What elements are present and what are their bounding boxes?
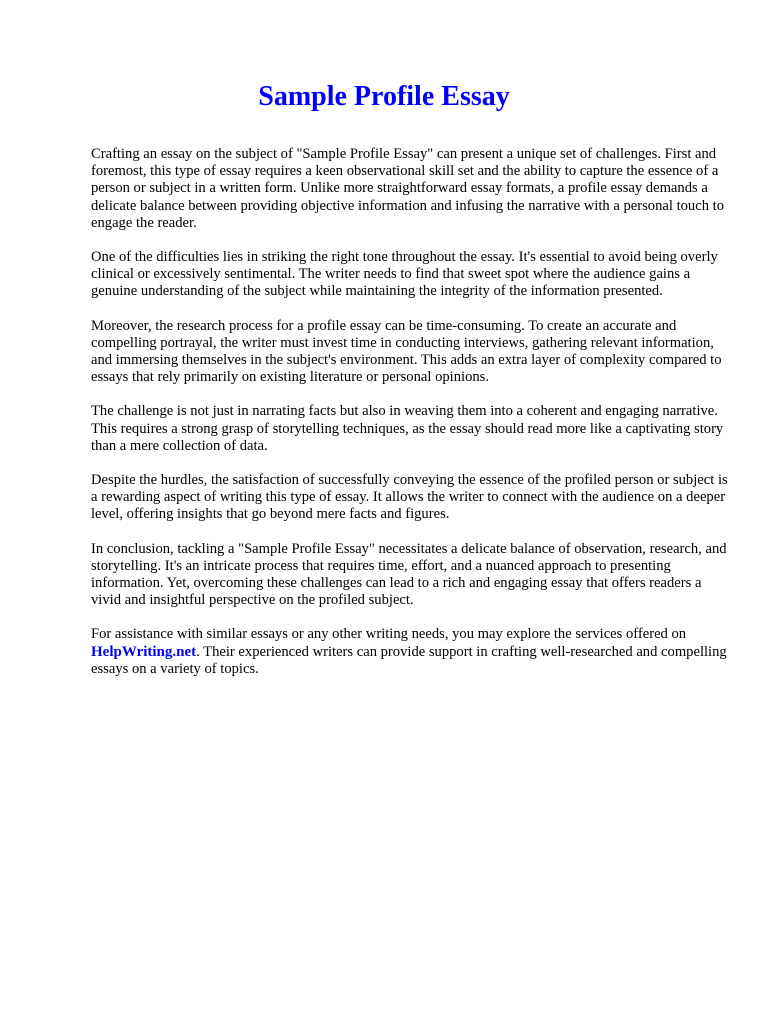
paragraph-1: Crafting an essay on the subject of "Sample Profile Essay" can present a unique set of challenges. First and foremost, this type of essay requires a keen observational skill set and the ability to capture the essence of a person or subject in a written form. Unlike more straightforward essay formats, a profile essay demands a delicate balance between providing objective information and infusing the narrative with a personal touch to engage the reader. [91, 146, 724, 231]
paragraph-2: One of the difficulties lies in striking the right tone throughout the essay. It's essential to avoid being overly clinical or excessively sentimental. The writer needs to find that sweet spot where the audience gains a genuine understanding of the subject while maintaining the integrity of the information presented. [91, 249, 718, 300]
page-title: Sample Profile Essay [258, 81, 510, 112]
paragraph-7 [91, 626, 731, 678]
paragraph-7-before-link: For assistance with similar essays or any other writing needs, you may explore the services offered on [91, 626, 687, 643]
paragraph-7-after-link: . Their experienced writers can provide support in crafting well-researched and compelling essays on a variety of topics. [91, 643, 727, 677]
essay-body [91, 146, 731, 695]
paragraph-6: In conclusion, tackling a "Sample Profile Essay" necessitates a delicate balance of observation, research, and storytelling. It's an intricate process that requires time, effort, and a nuanced approach to presenting information. Yet, overcoming these challenges can lead to a rich and engaging essay that offers readers a vivid and insightful perspective on the profiled subject. [91, 540, 727, 609]
paragraph-4: The challenge is not just in narrating facts but also in weaving them into a coherent and engaging narrative. This requires a strong grasp of storytelling techniques, as the essay should read more like a captivating story than a mere collection of data. [91, 403, 724, 454]
paragraph-3: Moreover, the research process for a profile essay can be time-consuming. To create an accurate and compelling portrayal, the writer must invest time in conducting interviews, gathering relevant information, and immersing themselves in the subject's environment. This adds an extra layer of complexity compared to essays that rely primarily on existing literature or personal opinions. [91, 317, 722, 386]
helpwriting-link[interactable]: HelpWriting.net [91, 643, 197, 660]
paragraph-5: Despite the hurdles, the satisfaction of successfully conveying the essence of the profiled person or subject is a rewarding aspect of writing this type of essay. It allows the writer to connect with the audience on a deeper level, offering insights that go beyond mere facts and figures. [91, 472, 728, 523]
